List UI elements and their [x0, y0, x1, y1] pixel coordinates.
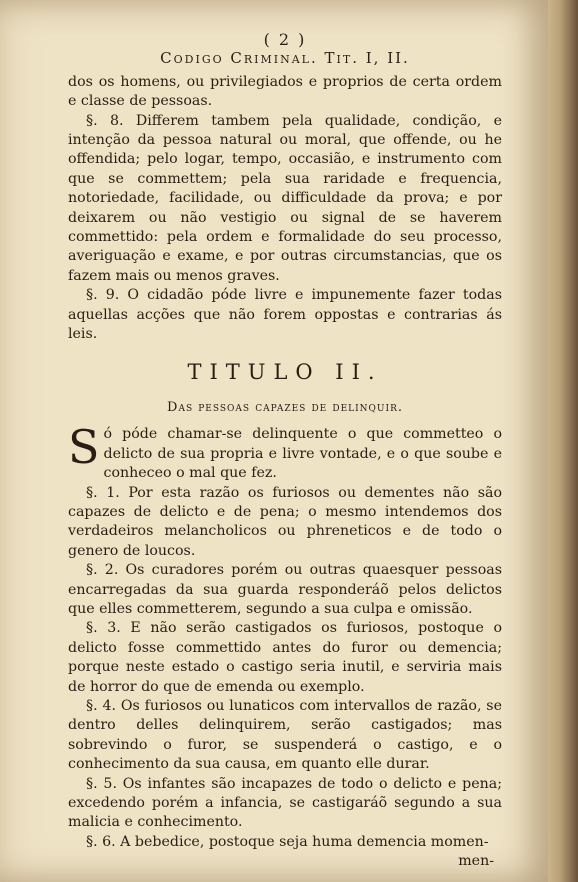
page-text: [68, 30, 502, 872]
opening-paragraph: Só póde chamar-se delinquente o que commetteo o delicto de sua propria e livre vontade, e o que soube e conheceo o mal que fez.: [68, 420, 502, 482]
paragraph-2: §. 2. Os curadores porém ou outras quaesquer pessoas encarregadas da sua guarda responderáõ pelos delictos que elles commetterem, segundo a sua culpa e omissão.: [68, 562, 502, 617]
paragraph-3: §. 3. E não serão castigados os furiosos, postoque o delicto fosse commettido antes do furor ou demencia; porque neste estado o castigo seria inutil, e serviria mais de horror do que de emenda ou exemplo.: [68, 620, 502, 695]
paragraph-5: §. 5. Os infantes são incapazes de todo o delicto e pena; excedendo porém a infancia, se castigaráõ segundo a sua malicia e conhecimento.: [68, 775, 502, 831]
page-number: ( 2 ): [263, 30, 307, 49]
paragraph-1: §. 1. Por esta razão os furiosos ou dementes não são capazes de delicto e de pena; o mesmo intendemos dos verdadeiros melancholicos ou phreneticos e de todo o genero de loucos.: [68, 484, 502, 559]
paragraph-4: §. 4. Os furiosos ou lunaticos com intervallos de razão, se dentro delles delinquirem, serão castigados; mas sobrevindo o furor, se suspenderá o castigo, e o conhecimento da sua causa, em quanto elle durar.: [68, 698, 502, 773]
section-subtitle: Das pessoas capazes de delinquir.: [167, 399, 403, 415]
section-title: TITULO II.: [187, 359, 383, 384]
running-head: Codigo Criminal. Tit. I, II.: [160, 49, 410, 68]
page-edge: [548, 0, 578, 882]
paragraph-6: §. 6. A bebedice, postoque seja huma demencia momen-: [86, 833, 489, 850]
catchword: men-: [458, 853, 494, 870]
paragraph-9: §. 9. O cidadão póde livre e impunemente fazer todas aquellas acções que não forem oppostas e contrarias ás leis.: [68, 287, 502, 343]
drop-cap: S: [68, 420, 100, 475]
paragraph-8: §. 8. Differem tambem pela qualidade, condição, e intenção da pessoa natural ou moral, que offende, ou he offendida; pelo logar, tempo, occasião, e instrumento com que se commettem; pela sua raridade e frequencia, notoriedade, facilidade, ou difficuldade da prova; e por deixarem ou não vestigio ou signal de se haverem commettido: pela ordem e formalidade do seu processo, averiguação e exame, e por outras circumstancias, que os fazem mais ou menos graves.: [68, 112, 502, 284]
continued-paragraph: dos os homens, ou privilegiados e proprios de certa ordem e classe de pessoas.: [68, 73, 502, 110]
